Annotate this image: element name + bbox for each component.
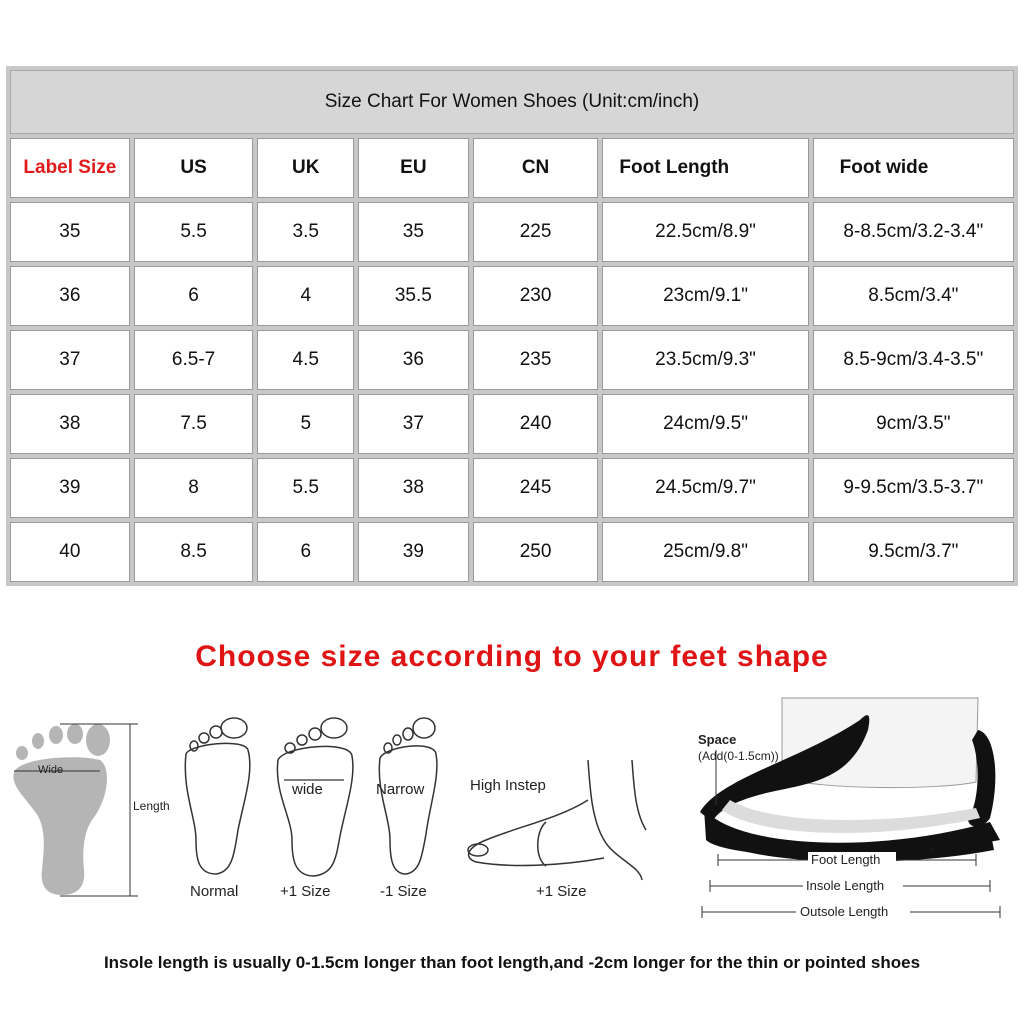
cell-us: 6.5-7 — [134, 330, 254, 390]
cell-uk: 3.5 — [257, 202, 354, 262]
insole-length-label: Insole Length — [806, 878, 885, 893]
cell-cn: 235 — [473, 330, 599, 390]
table-title: Size Chart For Women Shoes (Unit:cm/inch) — [10, 70, 1014, 134]
cell-foot-wide: 8.5-9cm/3.4-3.5" — [813, 330, 1014, 390]
minus-one-size-label: -1 Size — [380, 883, 427, 900]
cell-us: 5.5 — [134, 202, 254, 262]
cell-label-size: 40 — [10, 522, 130, 582]
length-label: Length — [133, 799, 170, 813]
foot-length-label: Foot Length — [811, 852, 881, 867]
header-foot-length: Foot Length — [602, 138, 808, 198]
cell-uk: 5.5 — [257, 458, 354, 518]
plus-one-size-label-2: +1 Size — [536, 883, 587, 900]
wide-label: Wide — [38, 764, 64, 776]
cell-uk: 4.5 — [257, 330, 354, 390]
cell-eu: 35 — [358, 202, 469, 262]
header-uk: UK — [257, 138, 354, 198]
header-label-size: Label Size — [10, 138, 130, 198]
cell-eu: 36 — [358, 330, 469, 390]
cell-label-size: 37 — [10, 330, 130, 390]
header-eu: EU — [358, 138, 469, 198]
cell-foot-length: 24cm/9.5" — [602, 394, 808, 454]
table-row — [10, 330, 1014, 390]
cell-foot-wide: 9cm/3.5" — [813, 394, 1014, 454]
cell-foot-wide: 8.5cm/3.4" — [813, 266, 1014, 326]
table-row — [10, 266, 1014, 326]
cell-eu: 39 — [358, 522, 469, 582]
cell-us: 8 — [134, 458, 254, 518]
cell-foot-wide: 9-9.5cm/3.5-3.7" — [813, 458, 1014, 518]
header-cn: CN — [473, 138, 599, 198]
cell-label-size: 38 — [10, 394, 130, 454]
wide-foot-label: wide — [292, 781, 323, 798]
cell-eu: 35.5 — [358, 266, 469, 326]
foot-shape-diagram — [0, 690, 1024, 940]
narrow-label: Narrow — [376, 781, 425, 798]
plus-one-size-label-1: +1 Size — [280, 883, 331, 900]
space-label: Space — [698, 732, 737, 747]
table-row — [10, 522, 1014, 582]
cell-label-size: 36 — [10, 266, 130, 326]
cell-cn: 245 — [473, 458, 599, 518]
outsole-length-label: Outsole Length — [800, 904, 889, 919]
cell-us: 6 — [134, 266, 254, 326]
cell-label-size: 35 — [10, 202, 130, 262]
cell-cn: 250 — [473, 522, 599, 582]
cell-eu: 38 — [358, 458, 469, 518]
high-instep-label: High Instep — [470, 777, 546, 794]
cell-us: 8.5 — [134, 522, 254, 582]
cell-us: 7.5 — [134, 394, 254, 454]
cell-cn: 230 — [473, 266, 599, 326]
cell-foot-wide: 8-8.5cm/3.2-3.4" — [813, 202, 1014, 262]
space-add-label: (Add(0-1.5cm)) — [698, 749, 779, 763]
shoe-cross-section-icon — [700, 698, 1000, 862]
cell-foot-wide: 9.5cm/3.7" — [813, 522, 1014, 582]
header-foot-wide: Foot wide — [813, 138, 1014, 198]
cell-foot-length: 24.5cm/9.7" — [602, 458, 808, 518]
cell-uk: 5 — [257, 394, 354, 454]
headline: Choose size according to your feet shape — [195, 640, 829, 673]
cell-foot-length: 25cm/9.8" — [602, 522, 808, 582]
header-us: US — [134, 138, 254, 198]
table-header-row — [10, 138, 1014, 198]
cell-foot-length: 23.5cm/9.3" — [602, 330, 808, 390]
cell-uk: 6 — [257, 522, 354, 582]
cell-eu: 37 — [358, 394, 469, 454]
table-row — [10, 202, 1014, 262]
cell-cn: 240 — [473, 394, 599, 454]
cell-uk: 4 — [257, 266, 354, 326]
size-chart-table — [6, 66, 1018, 586]
cell-foot-length: 22.5cm/8.9" — [602, 202, 808, 262]
table-row — [10, 394, 1014, 454]
table-row — [10, 458, 1014, 518]
footprint-icon — [13, 724, 110, 895]
normal-foot-icon — [185, 718, 250, 874]
cell-foot-length: 23cm/9.1" — [602, 266, 808, 326]
cell-cn: 225 — [473, 202, 599, 262]
footer-note: Insole length is usually 0-1.5cm longer than foot length,and -2cm longer for the thin or pointed shoes — [103, 953, 921, 972]
normal-label: Normal — [190, 883, 239, 900]
cell-label-size: 39 — [10, 458, 130, 518]
